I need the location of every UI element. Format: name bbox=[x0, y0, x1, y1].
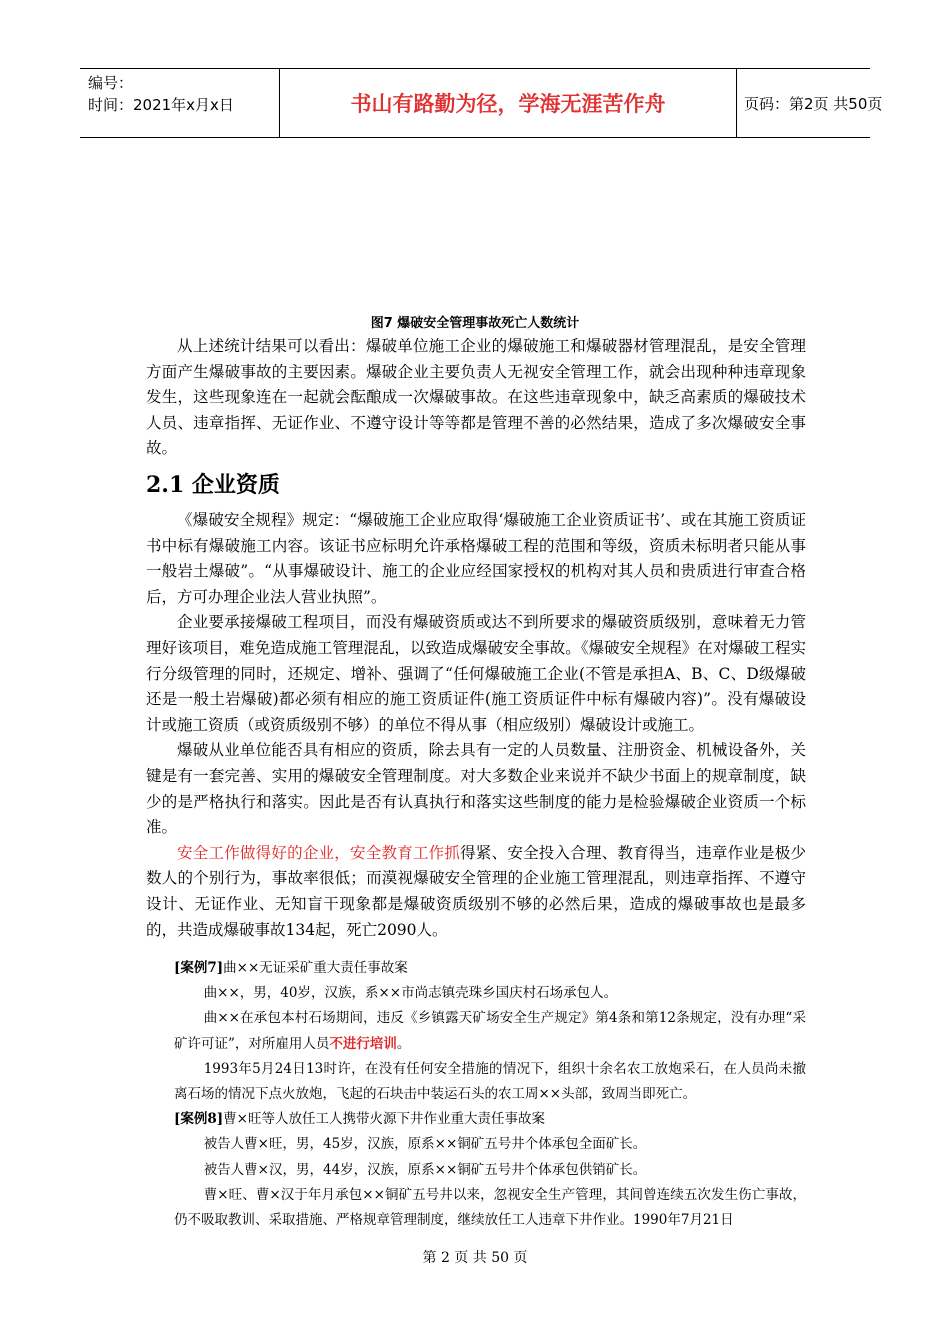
paragraph-text: 得紧、安全投入合理、教育得当，违章作业是极少数人的个别行为，事故率很低；而漠视爆破安全管理的企业施工管理混乱，则违章指挥、不遵守设计、无证作业、无知盲干现象都是爆破资质级别不够的必然后果，造成的爆破事故也是最多的，共造成爆破事故134起，死亡2090人。 bbox=[146, 843, 806, 939]
paragraph bbox=[146, 841, 806, 943]
case-tag: [案例7] bbox=[174, 960, 224, 976]
header-page-info: 页码：第2页 共50页 bbox=[744, 94, 883, 113]
page-footer: 第 2 页 共 50 页 bbox=[422, 1250, 528, 1266]
case-line bbox=[174, 1006, 806, 1056]
case-title: 曹×旺等人放任工人携带火源下井作业重大责任事故案 bbox=[223, 1111, 545, 1128]
number-label: 编号： bbox=[88, 74, 134, 92]
case-line: 1993年5月24日13时许，在没有任何安全措施的情况下，组织十余名农工放炮采石，在人员尚未撤离石场的情况下点火放炮，飞起的石块击中装运石头的农工周××头部，致周当即死亡。 bbox=[174, 1060, 806, 1103]
section-heading: 2.1 企业资质 bbox=[146, 472, 280, 498]
paragraph: 从上述统计结果可以看出：爆破单位施工企业的爆破施工和爆破器材管理混乱，是安全管理方面产生爆破事故的主要因素。爆破企业主要负责人无视安全管理工作，就会出现种种违章现象发生，这些现象连在一起就会酝酿成一次爆破事故。在这些违章现象中，缺乏高素质的爆破技术人员、违章指挥、无证作业、不遵守设计等等都是管理不善的必然结果，造成了多次爆破安全事故。 bbox=[146, 337, 806, 458]
highlighted-text: 不进行培训 bbox=[329, 1035, 397, 1052]
section-body bbox=[146, 508, 806, 943]
header-motto: 书山有路勤为径，学海无涯苦作舟 bbox=[280, 69, 737, 137]
figure-caption: 图7 爆破安全管理事故死亡人数统计 bbox=[370, 316, 580, 331]
case-tag: [案例8] bbox=[174, 1111, 224, 1128]
page-header bbox=[80, 68, 883, 138]
case-text: 。 bbox=[396, 1035, 411, 1052]
case-text: 曲××在承包本村石场期间，违反《乡镇露天矿场安全生产规定》第4条和第12条规定，没有办理“采矿许可证”，对所雇用人员 bbox=[174, 1010, 806, 1052]
time-label: 时间：2021年x月x日 bbox=[88, 96, 234, 114]
case-line: 曲××，男，40岁，汉族，系××市尚志镇壳珠乡国庆村石场承包人。 bbox=[203, 985, 618, 1002]
intro-block bbox=[146, 334, 806, 462]
case-7 bbox=[174, 956, 806, 1233]
highlighted-text: 安全工作做得好的企业，安全教育工作抓 bbox=[177, 843, 461, 862]
paragraph: 《爆破安全规程》规定：“爆破施工企业应取得‘爆破施工企业资质证书’、或在其施工资质证书中标有爆破施工内容。该证书应标明允许承格爆破工程的范围和等级，资质未标明者只能从事一般岩土爆破”。“从事爆破设计、施工的企业应经国家授权的机构对其人员和贵质进行审查合格后，方可办理企业法人营业执照”。 bbox=[146, 511, 806, 606]
case-title-line bbox=[174, 1107, 806, 1132]
case-line: 被告人曹×汉，男，44岁，汉族，原系××铜矿五号井个体承包供销矿长。 bbox=[203, 1161, 647, 1178]
header-left-cell bbox=[80, 69, 280, 137]
case-line: 曹×旺、曹×汉于年月承包××铜矿五号井以来，忽视安全生产管理，其间曾连续五次发生伤亡事故，仍不吸取教训、采取措施、严格规章管理制度，继续放任工人违章下井作业。1990年7月21日 bbox=[174, 1186, 806, 1229]
case-title-line bbox=[174, 956, 806, 981]
case-title: 曲××无证采矿重大责任事故案 bbox=[223, 960, 408, 976]
paragraph: 企业要承接爆破工程项目，而没有爆破资质或达不到所要求的爆破资质级别，意味着无力管理好该项目，难免造成施工管理混乱，以致造成爆破安全事故。《爆破安全规程》在对爆破工程实行分级管理的同时，还规定、增补、强调了“任何爆破施工企业(不管是承担A、B、C、D级爆破还是一般土岩爆破)都必须有相应的施工资质证件(施工资质证件中标有爆破内容)”。没有爆破设计或施工资质（或资质级别不够）的单位不得从事（相应级别）爆破设计或施工。 bbox=[146, 613, 806, 734]
case-line: 被告人曹×旺，男，45岁，汉族，原系××铜矿五号井个体承包全面矿长。 bbox=[203, 1136, 647, 1153]
paragraph: 爆破从业单位能否具有相应的资质，除去具有一定的人员数量、注册资金、机械设备外，关键是有一套完善、实用的爆破安全管理制度。对大多数企业来说并不缺少书面上的规章制度，缺少的是严格执行和落实。因此是否有认真执行和落实这些制度的能力是检验爆破企业资质一个标准。 bbox=[146, 741, 806, 837]
